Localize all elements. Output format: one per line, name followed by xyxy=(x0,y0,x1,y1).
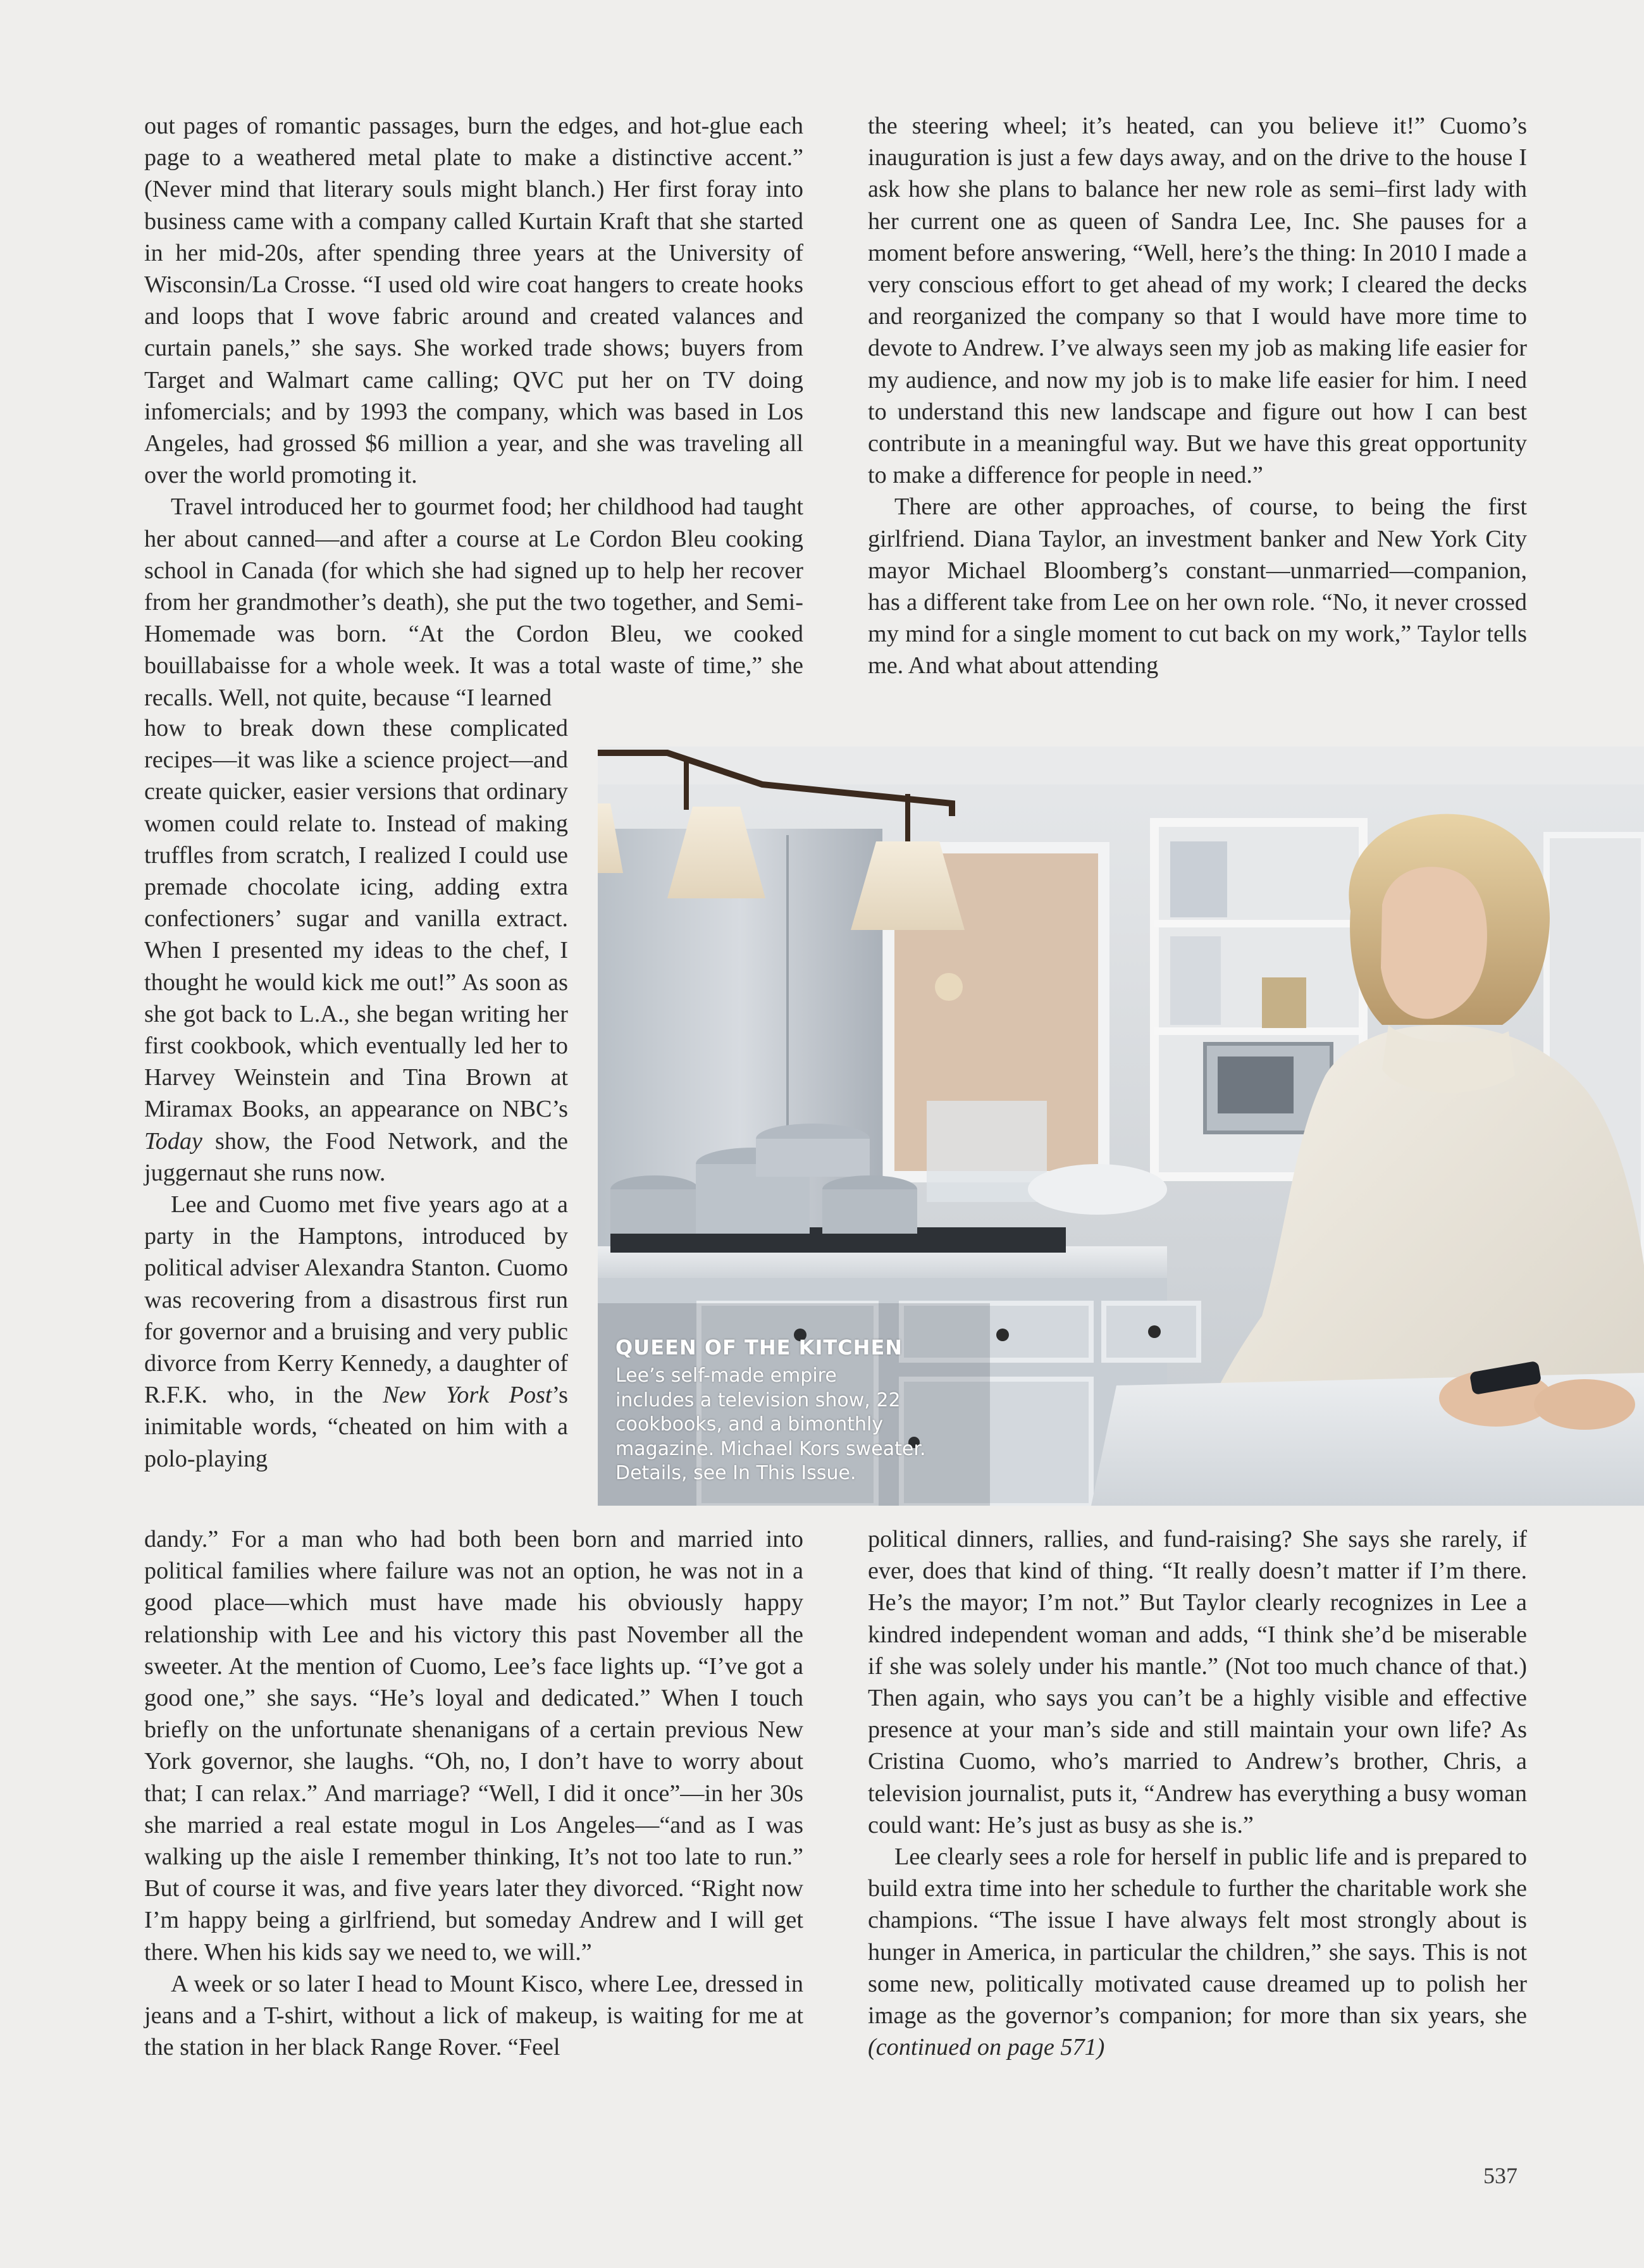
page-number: 537 xyxy=(1483,2163,1517,2188)
paragraph: political dinners, rallies, and fund-raising? She says she rarely, if ever, does that kind of thing. “It really doesn’t matter if I’m there. He’s the mayor; I’m not.” But Taylor clearly recognizes in Lee a kindred independent woman and adds, “I think she’d be miserable if she was solely under his mantle.” (Not too much chance of that.) Then again, who says you can’t be a highly visible and effective presence at your man’s side and still maintain your own life? As Cristina Cuomo, who’s married to Andrew’s brother, Chris, a television journalist, puts it, “Andrew has everything a busy woman could want: He’s just as busy as she is.” xyxy=(868,1526,1527,1838)
paragraph xyxy=(144,1189,568,1475)
caption-line: Lee’s self-made empire xyxy=(615,1365,837,1387)
text-run: how to break down these complicated recipes—it was like a science project—and create quicker, easier versions that ordinary women could relate to. Instead of making truffles from scratch, I realized I could use premade chocolate icing, adding extra confectioners’ sugar and vanilla extract. When I presented my ideas to the chef, I thought he would kick me out!” As soon as she got back to L.A., she began writing her first cookbook, which eventually led her to Harvey Weinstein and Tina Brown at Miramax Books, an appearance on NBC’s xyxy=(144,715,568,1123)
paragraph: Travel introduced her to gourmet food; her childhood had taught her about canned—and after a course at Le Cordon Bleu cooking school in Canada (for which she had signed up to help her recover from her grandmother’s death), she put the two together, and Semi-Homemade was born. “At the Cordon Bleu, we cooked bouillabaisse for a whole week. It was a total waste of time,” she recalls. Well, not quite, because “I learned xyxy=(144,493,803,711)
article-column-right-top xyxy=(868,110,1527,682)
paragraph: A week or so later I head to Mount Kisco, where Lee, dressed in jeans and a T-shirt, without a lick of makeup, is waiting for me at the station in her black Range Rover. “Feel xyxy=(144,1970,803,2061)
paragraph: the steering wheel; it’s heated, can you believe it!” Cuomo’s inauguration is just a few days away, and on the drive to the house I ask how she plans to balance her new role as semi–first lady with her current one as queen of Sandra Lee, Inc. She pauses for a moment before answering, “Well, here’s the thing: In 2010 I made a very conscious effort to get ahead of my work; I cleared the decks and reorganized the company so that I would have more time to devote to Andrew. I’ve always seen my job as making life easier for my audience, and now my job is to make life easier for him. I need to understand this new landscape and figure out how I can best contribute in a meaningful way. But we have this great opportunity to make a difference for people in need.” xyxy=(868,113,1527,489)
article-column-left-top xyxy=(144,110,803,714)
show-title: Today xyxy=(144,1127,202,1155)
continued-note: (continued on page 571) xyxy=(868,2034,1105,2061)
paragraph xyxy=(144,712,568,1189)
text-run: Lee and Cuomo met five years ago at a party in the Hamptons, introduced by political adviser Alexandra Stanton. Cuomo was recovering from a disastrous first run for governor and a bruising and very public divorce from Kerry Kennedy, a daughter of R.F.K. who, in the xyxy=(144,1191,568,1409)
publication-title: New York Post xyxy=(383,1382,552,1409)
paragraph: dandy.” For a man who had both been born and married into political families where failure was not an option, he was not in a good place—which must have made his obviously happy relationship with Lee and his victory this past November all the sweeter. At the mention of Cuomo, Lee’s face lights up. “I’ve got a good one,” she says. “He’s loyal and dedicated.” When I touch briefly on the unfortunate shenanigans of a certain previous New York governor, she laughs. “Oh, no, I don’t have to worry about that; I can relax.” And marriage? “Well, I did it once”—in her 30s she married a real estate mogul in Los Angeles—“and as I was walking up the aisle I remember thinking, It’s not too late to run.” But of course it was, and five years later they divorced. “Right now I’m happy being a girlfriend, but someday Andrew and I will get there. When his kids say we need to, we will.” xyxy=(144,1526,803,1966)
text-run: show, the Food Network, and the juggernaut she runs now. xyxy=(144,1127,568,1186)
caption-line: magazine. Michael Kors sweater. xyxy=(615,1437,926,1460)
caption-line: includes a television show, 22 xyxy=(615,1389,901,1411)
text-run: Lee clearly sees a role for herself in public life and is prepared to build extra time into her schedule to further the charitable work she champions. “The issue I have always felt most strongly about is hunger in America, in particular the children,” she says. This is not some new, politically motivated cause dreamed up to polish her image as the governor’s companion; for more than six years, she xyxy=(868,1844,1527,2029)
article-column-left-bottom xyxy=(144,1523,803,2063)
caption-line: cookbooks, and a bimonthly xyxy=(615,1413,884,1435)
caption-body xyxy=(615,1364,970,1486)
photo-caption xyxy=(615,1335,970,1486)
paragraph: out pages of romantic passages, burn the edges, and hot-glue each page to a weathered metal plate to make a distinctive accent.” (Never mind that literary souls might blanch.) Her first foray into business came with a company called Kurtain Kraft that she started in her mid-20s, after spending three years at the University of Wisconsin/La Crosse. “I used old wire coat hangers to create hooks and loops that I wove fabric around and created valances and curtain panels,” she says. She worked trade shows; buyers from Target and Walmart came calling; QVC put her on TV doing infomercials; and by 1993 the company, which was based in Los Angeles, had grossed $6 million a year, and she was traveling all over the world promoting it. xyxy=(144,113,803,489)
article-column-right-bottom xyxy=(868,1523,1527,2063)
paragraph: There are other approaches, of course, to being the first girlfriend. Diana Taylor, an investment banker and New York City mayor Michael Bloomberg’s constant—unmarried—companion, has a different take from Lee on her own role. “No, it never crossed my mind for a single moment to cut back on my work,” Taylor tells me. And what about attending xyxy=(868,493,1527,679)
paragraph xyxy=(868,1841,1527,2063)
caption-title: QUEEN OF THE KITCHEN xyxy=(615,1335,903,1360)
text-run: ’s inimitable words, “cheated on him with a polo-playing xyxy=(144,1382,569,1472)
article-column-left-narrow xyxy=(144,712,568,1475)
kitchen-photo xyxy=(598,747,1644,1506)
caption-line: Details, see In This Issue. xyxy=(615,1462,856,1484)
